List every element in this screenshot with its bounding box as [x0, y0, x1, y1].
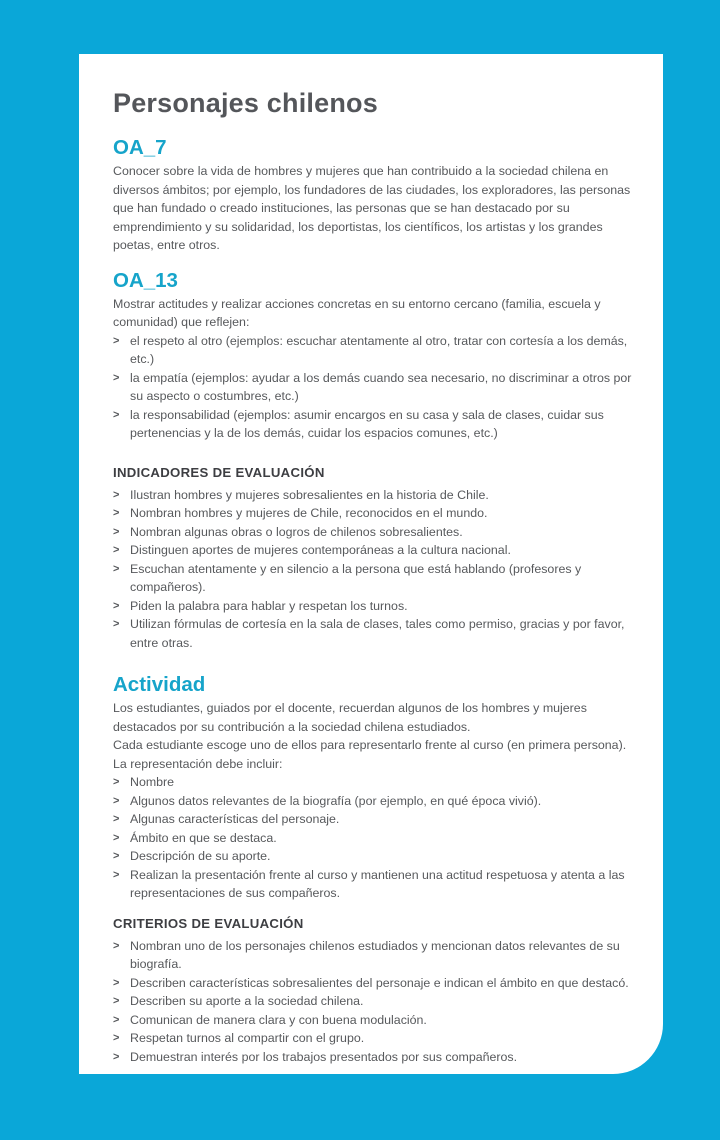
bullet-text: Describen características sobresalientes del personaje e indican el ámbito en que destacó. [130, 975, 629, 990]
bullet-chevron-icon: > [113, 371, 120, 384]
actividad-paragraphs [113, 699, 635, 773]
bullet-chevron-icon: > [113, 599, 120, 612]
bullet-chevron-icon: > [113, 408, 120, 421]
bullet-text: Nombre [130, 775, 175, 789]
bullet-text: Algunas características del personaje. [130, 812, 340, 826]
oa13-intro: Mostrar actitudes y realizar acciones concretas en su entorno cercano (familia, escuela y comunidad) que reflejen: [113, 296, 601, 329]
list-item [113, 974, 635, 993]
list-item [113, 937, 635, 974]
bullet-text: Piden la palabra para hablar y respetan los turnos. [130, 598, 408, 613]
section-actividad [113, 674, 635, 903]
list-item [113, 866, 635, 903]
bullet-text: Respetan turnos al compartir con el grupo. [130, 1031, 365, 1045]
list-item [113, 486, 635, 505]
oa13-bullet-list [113, 332, 635, 443]
bullet-chevron-icon: > [113, 488, 120, 501]
oa13-heading: OA_13 [113, 268, 178, 292]
list-item [113, 992, 635, 1011]
list-item [113, 332, 635, 369]
actividad-bullet-list [113, 773, 635, 903]
bullet-text: Nombran uno de los personajes chilenos estudiados y mencionan datos relevantes de su biografía. [130, 938, 620, 971]
bullet-chevron-icon: > [113, 507, 120, 519]
bullet-text: Demuestran interés por los trabajos presentados por sus compañeros. [130, 1049, 518, 1064]
bullet-text: Algunos datos relevantes de la biografía (por ejemplo, en qué época vivió). [130, 793, 542, 808]
indicadores-heading: INDICADORES DE EVALUACIÓN [113, 464, 325, 480]
oa7-heading: OA_7 [113, 136, 167, 159]
section-oa13 [113, 270, 635, 443]
bullet-chevron-icon: > [113, 868, 120, 881]
bullet-text: Ilustran hombres y mujeres sobresalientes en la historia de Chile. [130, 487, 489, 502]
bullet-chevron-icon: > [113, 794, 120, 807]
indicadores-bullet-list [113, 486, 635, 653]
bullet-chevron-icon: > [113, 976, 120, 989]
list-item [113, 810, 635, 829]
section-indicadores [113, 464, 635, 653]
list-item [113, 597, 635, 616]
list-item [113, 541, 635, 560]
bullet-chevron-icon: > [113, 618, 120, 630]
bullet-text: Nombran algunas obras o logros de chilenos sobresalientes. [130, 524, 463, 539]
content-panel [79, 54, 663, 1074]
actividad-paragraph: Cada estudiante escoge uno de ellos para representarlo frente al curso (en primera persona). [113, 738, 627, 752]
list-item [113, 369, 635, 406]
bullet-text: la empatía (ejemplos: ayudar a los demás cuando sea necesario, no discriminar a otros por su aspecto o costumbres, etc.) [130, 370, 632, 403]
bullet-text: Comunican de manera clara y con buena modulación. [130, 1012, 427, 1027]
list-item [113, 523, 635, 542]
list-item [113, 847, 635, 866]
bullet-chevron-icon: > [113, 813, 120, 825]
list-item [113, 406, 635, 443]
actividad-heading: Actividad [113, 673, 206, 696]
bullet-chevron-icon: > [113, 776, 120, 788]
list-item [113, 615, 635, 652]
bullet-text: Describen su aporte a la sociedad chilena. [130, 994, 364, 1008]
bullet-text: Realizan la presentación frente al curso y mantienen una actitud respetuosa y atenta a las representaciones de sus compañeros. [130, 867, 625, 900]
bullet-chevron-icon: > [113, 831, 120, 844]
bullet-chevron-icon: > [113, 544, 120, 556]
bullet-chevron-icon: > [113, 562, 120, 575]
bullet-text: Descripción de su aporte. [130, 849, 271, 863]
list-item [113, 829, 635, 848]
actividad-paragraph: La representación debe incluir: [113, 756, 283, 771]
bullet-chevron-icon: > [113, 1050, 120, 1063]
list-item [113, 773, 635, 792]
bullet-text: Utilizan fórmulas de cortesía en la sala de clases, tales como permiso, gracias y por favor, entre otras. [130, 617, 625, 650]
list-item [113, 560, 635, 597]
actividad-paragraph: Los estudiantes, guiados por el docente, recuerdan algunos de los hombres y mujeres destacados por su contribución a la sociedad chilena estudiados. [113, 701, 587, 734]
bullet-text: el respeto al otro (ejemplos: escuchar atentamente al otro, tratar con cortesía a los demás, etc.) [130, 333, 628, 366]
bullet-chevron-icon: > [113, 850, 120, 862]
list-item [113, 792, 635, 811]
list-item [113, 1048, 635, 1067]
bullet-text: Distinguen aportes de mujeres contemporáneas a la cultura nacional. [130, 543, 511, 557]
page-title: Personajes chilenos [113, 88, 378, 118]
list-item [113, 1011, 635, 1030]
section-oa7 [113, 137, 635, 255]
bullet-chevron-icon: > [113, 939, 120, 952]
bullet-chevron-icon: > [113, 1013, 120, 1026]
list-item [113, 504, 635, 523]
list-item [113, 1029, 635, 1048]
criterios-heading: CRITERIOS DE EVALUACIÓN [113, 915, 304, 931]
bullet-chevron-icon: > [113, 1032, 120, 1044]
bullet-text: Nombran hombres y mujeres de Chile, reconocidos en el mundo. [130, 506, 488, 520]
bullet-chevron-icon: > [113, 334, 120, 347]
bullet-text: la responsabilidad (ejemplos: asumir encargos en su casa y sala de clases, cuidar sus pertenencias y la de los demás, cuidar los espacios comunes, etc.) [130, 407, 604, 440]
bullet-text: Escuchan atentamente y en silencio a la persona que está hablando (profesores y compañeros). [130, 561, 582, 594]
bullet-text: Ámbito en que se destaca. [130, 830, 277, 845]
oa7-description: Conocer sobre la vida de hombres y mujeres que han contribuido a la sociedad chilena en diversos ámbitos; por ejemplo, los fundadores de las ciudades, los exploradores, las personas que han fundado o creado instituciones, las personas que se han destacado por su emprendimiento y su solidaridad, los deportistas, los científicos, los artistas y los grandes poetas, entre otros. [113, 164, 631, 252]
criterios-bullet-list [113, 937, 635, 1067]
bullet-chevron-icon: > [113, 525, 120, 538]
bullet-chevron-icon: > [113, 995, 120, 1007]
section-criterios [113, 915, 635, 1067]
